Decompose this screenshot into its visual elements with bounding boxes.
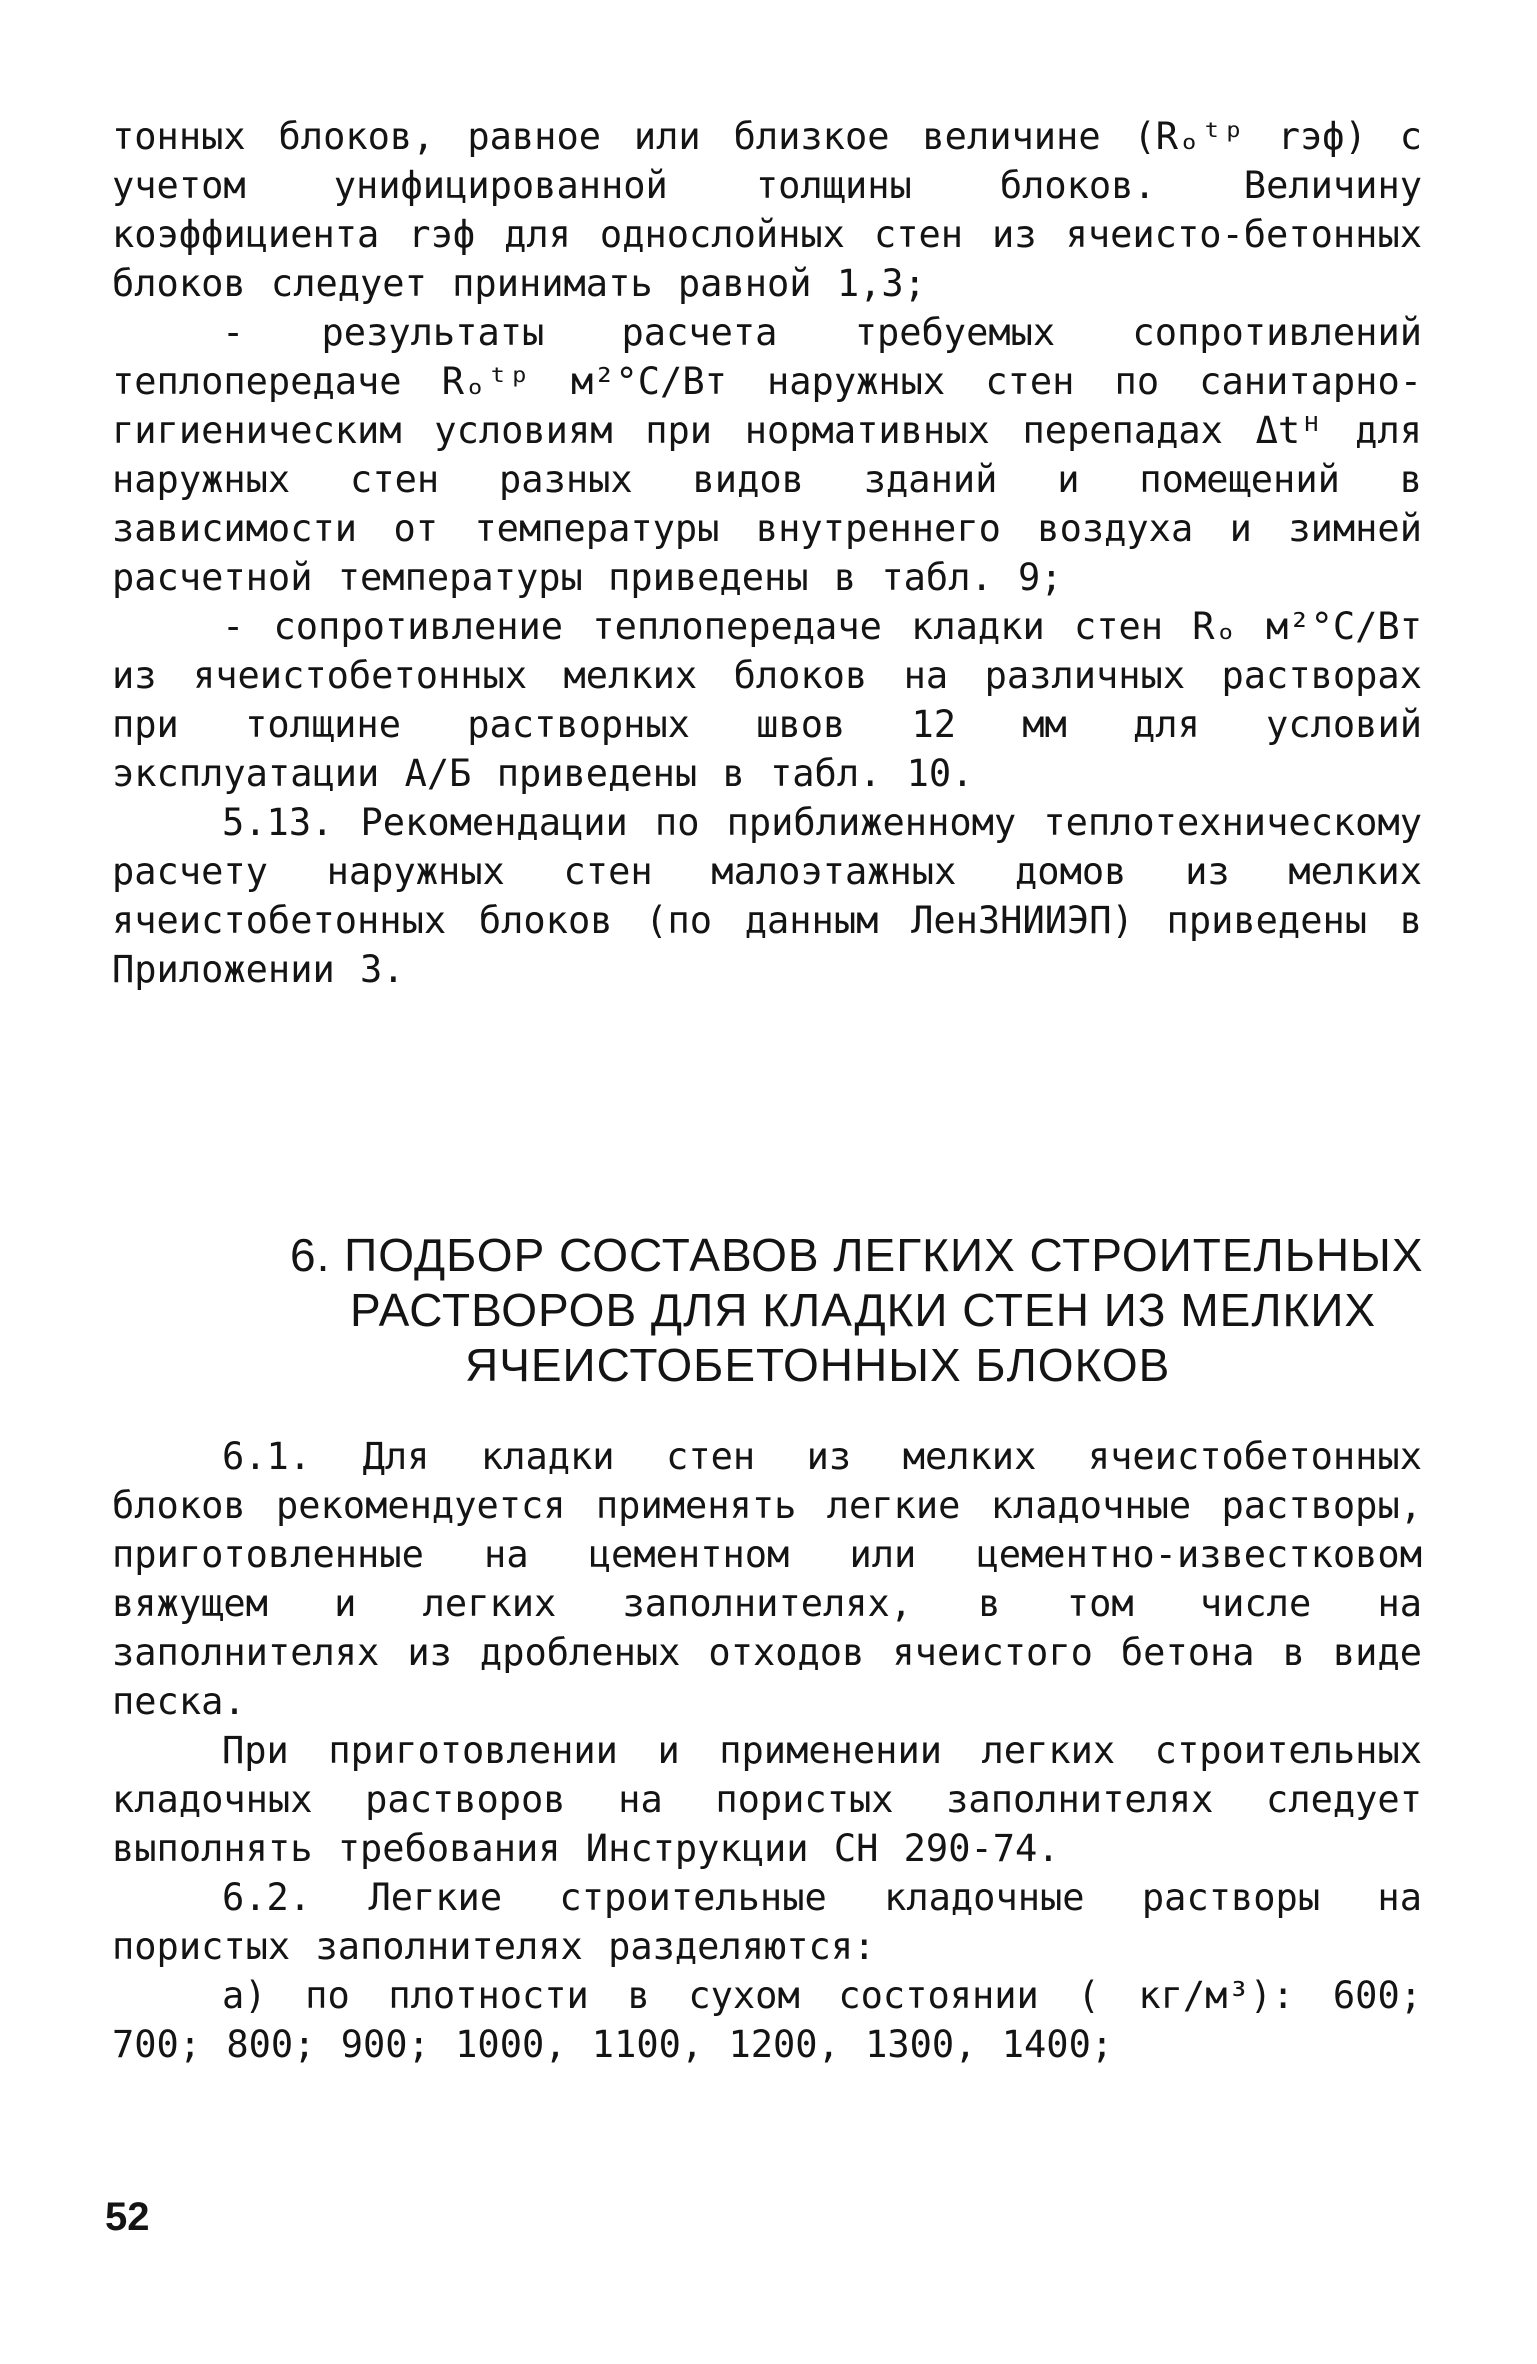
text-block-upper: [112, 112, 1422, 994]
page-number: 52: [105, 2195, 150, 2239]
heading-line-2: РАСТВОРОВ ДЛЯ КЛАДКИ СТЕН ИЗ МЕЛКИХ: [350, 1284, 1377, 1336]
text-block-lower: [112, 1432, 1422, 2069]
heading-line-3: ЯЧЕИСТОБЕТОННЫХ БЛОКОВ: [465, 1339, 1171, 1391]
paragraph-5-13: 5.13. Рекомендации по приближенному теплотехническому расчету наружных стен малоэтажных домов из мелких ячеистобетонных блоков (по данным ЛенЗНИИЭП) приведены в Приложении 3.: [112, 801, 1422, 991]
paragraph-masonry-resistance: - сопротивление теплопередаче кладки стен Rₒ м²°С/Вт из ячеистобетонных мелких блоков на различных растворах при толщине растворных швов 12 мм для условий эксплуатации А/Б приведены в табл. 10.: [112, 605, 1422, 795]
paragraph-block-types: тонных блоков, равное или близкое величине (Rₒᵗᵖ rэф) с учетом унифицированной толщины блоков. Величину коэффициента rэф для однослойных стен из ячеисто-бетонных блоков следует принимать равной 1,3;: [112, 115, 1422, 305]
paragraph-density-list: а) по плотности в сухом состоянии ( кг/м³): 600; 700; 800; 900; 1000, 1100, 1200, 1300, 1400;: [112, 1974, 1422, 2066]
heading-line-1: 6. ПОДБОР СОСТАВОВ ЛЕГКИХ СТРОИТЕЛЬНЫХ: [290, 1229, 1424, 1281]
paragraph-instruction: При приготовлении и применении легких строительных кладочных растворов на пористых заполнителях следует выполнять требования Инструкции СН 290-74.: [112, 1729, 1422, 1870]
section-6-heading: [290, 1228, 1440, 1393]
paragraph-required-resistance: - результаты расчета требуемых сопротивлений теплопередаче Rₒᵗᵖ м²°С/Вт наружных стен по санитарно-гигиеническим условиям при нормативных перепадах Δtᴴ для наружных стен разных видов зданий и помещений в зависимости от температуры внутреннего воздуха и зимней расчетной температуры приведены в табл. 9;: [112, 311, 1422, 599]
paragraph-6-1: 6.1. Для кладки стен из мелких ячеистобетонных блоков рекомендуется применять легкие кладочные растворы, приготовленные на цементном или цементно-известковом вяжущем и легких заполнителях, в том числе на заполнителях из дробленых отходов ячеистого бетона в виде песка.: [112, 1435, 1422, 1723]
paragraph-6-2: 6.2. Легкие строительные кладочные растворы на пористых заполнителях разделяются:: [112, 1876, 1422, 1968]
